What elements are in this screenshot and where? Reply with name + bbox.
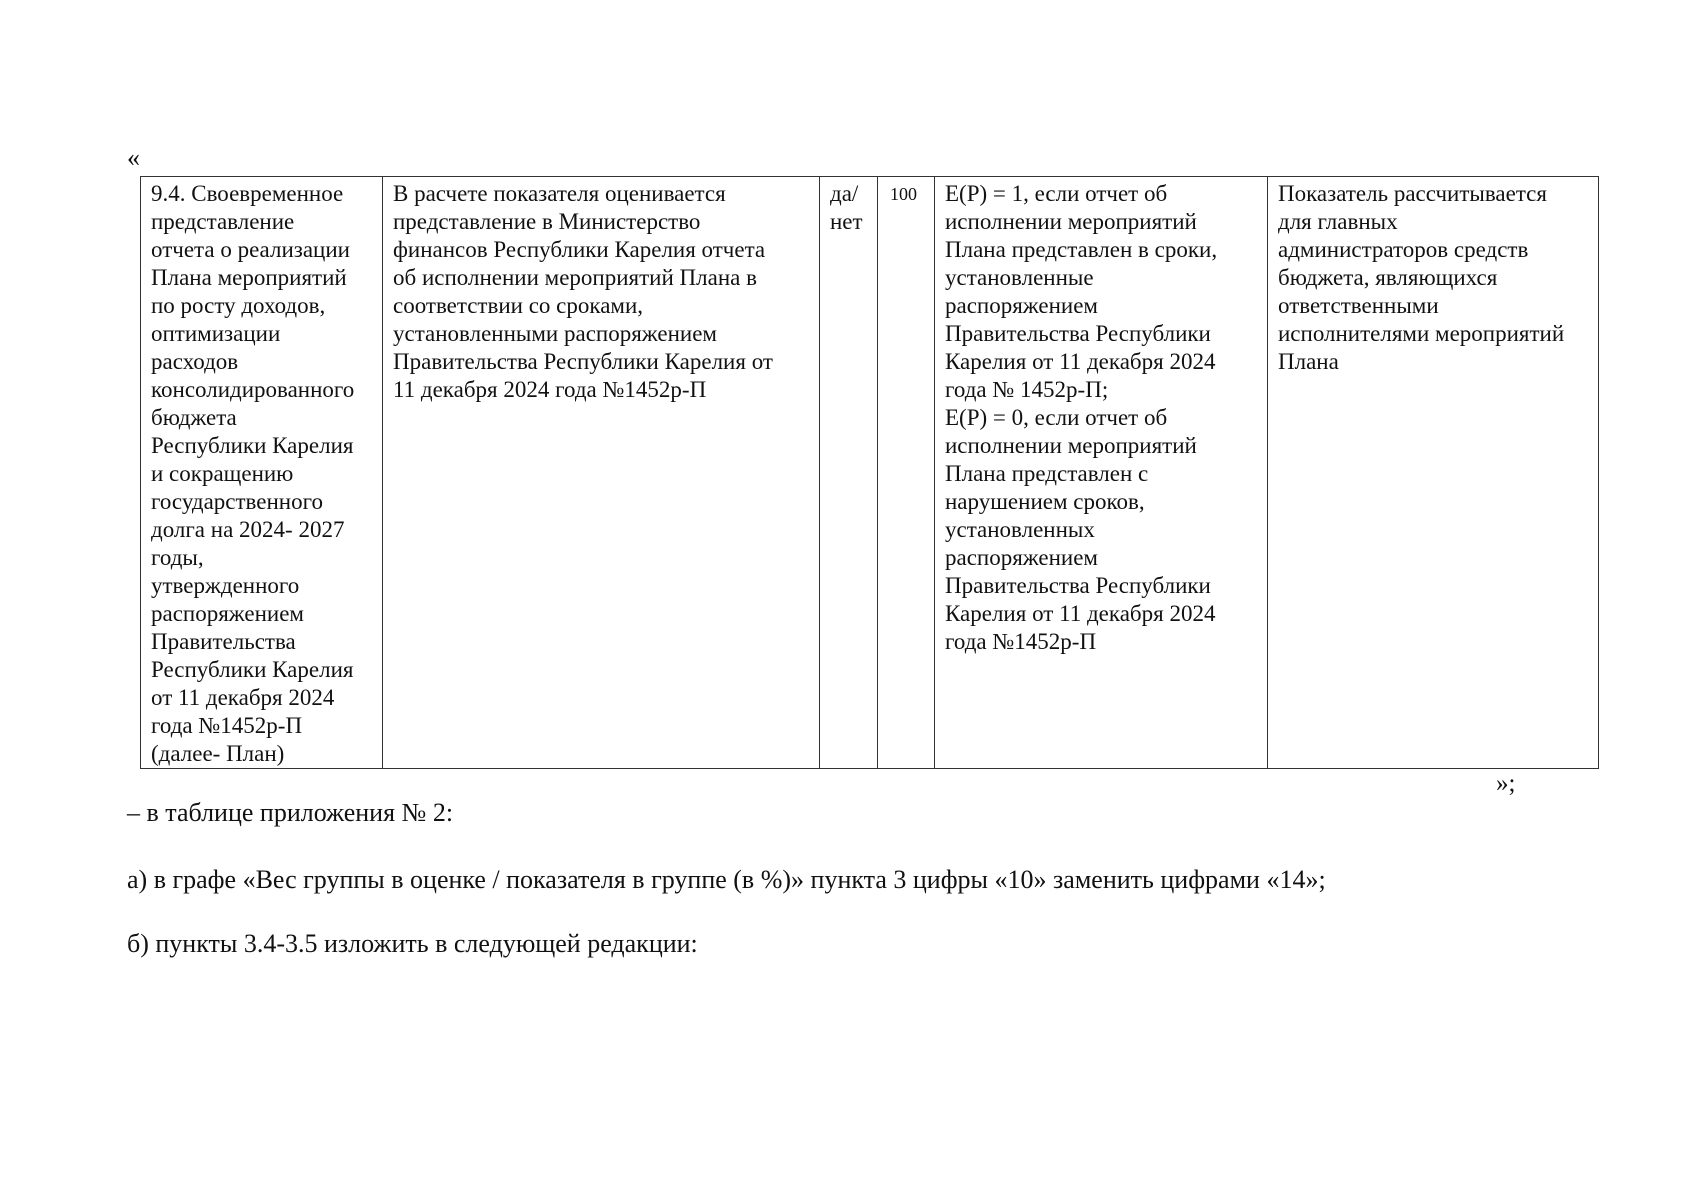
- indicator-table: [140, 176, 1599, 769]
- indicator-description-cell: В расчете показателя оценивается представление в Министерство финансов Республики Карелия отчета об исполнении мероприятий Плана в соответствии со сроками, установленными распоряжением Правительства Республики Карелия от 11 декабря 2024 года №1452р-П: [383, 177, 820, 769]
- indicator-note-cell: Показатель рассчитывается для главных администраторов средств бюджета, являющихся ответственными исполнителями мероприятий Плана: [1268, 177, 1599, 769]
- table-row: [141, 177, 1599, 769]
- paragraph-item-a: а) в графе «Вес группы в оценке / показателя в группе (в %)» пункта 3 цифры «10» заменить цифрами «14»;: [127, 865, 1326, 894]
- opening-quote-mark: «: [127, 143, 140, 172]
- indicator-weight-cell: 100: [878, 177, 935, 769]
- closing-quote-mark: »;: [1496, 770, 1516, 797]
- indicator-formula-cell: E(P) = 1, если отчет об исполнении мероприятий Плана представлен в сроки, установленные распоряжением Правительства Республики Карелия от 11 декабря 2024 года № 1452р-П; E(P) = 0, если отчет об исполнении мероприятий Плана представлен с нарушением сроков, установленных распоряжением Правительства Республики Карелия от 11 декабря 2024 года №1452р-П: [935, 177, 1268, 769]
- paragraph-item-b: б) пункты 3.4-3.5 изложить в следующей редакции:: [127, 929, 698, 958]
- indicator-name-cell: 9.4. Своевременное представление отчета о реализации Плана мероприятий по росту доходов, оптимизации расходов консолидированного бюджета Республики Карелия и сокращению государственного долга на 2024- 2027 годы, утвержденного распоряжением Правительства Республики Карелия от 11 декабря 2024 года №1452р-П (далее- План): [141, 177, 383, 769]
- indicator-unit-cell: да/ нет: [820, 177, 878, 769]
- paragraph-appendix-2: – в таблице приложения № 2:: [127, 798, 454, 827]
